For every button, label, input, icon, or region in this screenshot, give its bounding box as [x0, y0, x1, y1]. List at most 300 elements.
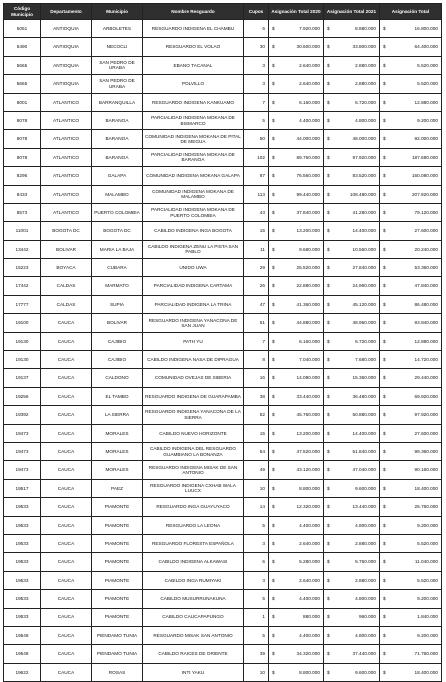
cell-asignacion-2021: 97.920.000	[336, 148, 380, 166]
cell-resguardo: RESGUARDO INDIGENA EL CHAMBU	[143, 20, 244, 38]
header-asignacion-total: Asignación Total	[380, 4, 442, 20]
cell-asignacion-total: 5.520.000	[392, 571, 442, 589]
cell-asignacion-2021: 48.000.000	[336, 130, 380, 148]
cell-asignacion-2020: 12.320.000	[281, 498, 324, 516]
cell-municipio: MALAMBO	[92, 185, 143, 203]
table-row	[4, 203, 442, 221]
cell-municipio: PUERTO COLOMBIA	[92, 203, 143, 221]
cell-cupos: 15	[244, 424, 269, 442]
cell-asignacion-total: 27.600.000	[392, 424, 442, 442]
cell-asignacion-total: 69.920.000	[392, 387, 442, 405]
cell-departamento: CAUCA	[41, 369, 92, 387]
cell-asignacion-2021: 7.680.000	[336, 351, 380, 369]
cell-cupos: 14	[244, 498, 269, 516]
cell-municipio: PIAMONTE	[92, 516, 143, 534]
cell-municipio: MORALES	[92, 461, 143, 479]
cell-asignacion-total: 86.480.000	[392, 295, 442, 313]
cell-codigo: 5665	[4, 75, 41, 93]
cell-cupos: 102	[244, 148, 269, 166]
cell-codigo: 19533	[4, 498, 41, 516]
cell-codigo: 19533	[4, 516, 41, 534]
cell-asignacion-total: 27.600.000	[392, 222, 442, 240]
cell-departamento: ANTIOQUIA	[41, 20, 92, 38]
cell-asignacion-2021: 960.000	[336, 608, 380, 626]
cell-asignacion-2020: 13.200.000	[281, 424, 324, 442]
cell-cupos: 10	[244, 479, 269, 497]
cell-municipio: CAJIBIO	[92, 351, 143, 369]
cell-asignacion-total: 9.200.000	[392, 111, 442, 129]
cell-currency-total: $	[380, 663, 392, 681]
cell-asignacion-total: 53.360.000	[392, 259, 442, 277]
cell-cupos: 15	[244, 222, 269, 240]
cell-resguardo: RESGUARDO MISAK SAN ANTONIO	[143, 626, 244, 644]
cell-asignacion-2021: 6.720.000	[336, 332, 380, 350]
cell-currency-2021: $	[324, 38, 336, 56]
cell-cupos: 47	[244, 295, 269, 313]
cell-currency-total: $	[380, 111, 392, 129]
cell-currency-2020: $	[269, 75, 281, 93]
cell-asignacion-total: 14.720.000	[392, 351, 442, 369]
cell-cupos: 8	[244, 351, 269, 369]
cell-currency-2020: $	[269, 626, 281, 644]
cell-municipio: NECOCLI	[92, 38, 143, 56]
cell-currency-2020: $	[269, 553, 281, 571]
cell-currency-total: $	[380, 645, 392, 663]
cell-currency-total: $	[380, 332, 392, 350]
cell-cupos: 39	[244, 645, 269, 663]
cell-asignacion-2020: 6.160.000	[281, 332, 324, 350]
cell-currency-2021: $	[324, 259, 336, 277]
cell-currency-2020: $	[269, 240, 281, 258]
cell-departamento: CAUCA	[41, 626, 92, 644]
cell-cupos: 52	[244, 406, 269, 424]
table-row	[4, 167, 442, 185]
cell-currency-total: $	[380, 222, 392, 240]
cell-codigo: 19533	[4, 534, 41, 552]
cell-municipio: BARANOA	[92, 130, 143, 148]
cell-asignacion-total: 90.160.000	[392, 461, 442, 479]
cell-cupos: 3	[244, 75, 269, 93]
cell-municipio: SAN PEDRO DE URABA	[92, 56, 143, 74]
cell-asignacion-total: 16.800.000	[392, 20, 442, 38]
table-row	[4, 663, 442, 681]
cell-asignacion-2021: 10.560.000	[336, 240, 380, 258]
cell-cupos: 30	[244, 38, 269, 56]
cell-asignacion-2021: 14.400.000	[336, 222, 380, 240]
cell-departamento: CAUCA	[41, 351, 92, 369]
header-cupos: Cupos	[244, 4, 269, 20]
cell-asignacion-2021: 108.480.000	[336, 185, 380, 203]
cell-asignacion-2020: 7.040.000	[281, 351, 324, 369]
cell-asignacion-2020: 2.640.000	[281, 534, 324, 552]
cell-currency-2020: $	[269, 442, 281, 460]
cell-asignacion-2020: 33.440.000	[281, 387, 324, 405]
cell-resguardo: PARCIALIDAD INDIGENA MOKANA DE BISMARCO	[143, 111, 244, 129]
cell-codigo: 19473	[4, 442, 41, 460]
cell-currency-2020: $	[269, 534, 281, 552]
cell-asignacion-total: 64.400.000	[392, 38, 442, 56]
cell-currency-2020: $	[269, 461, 281, 479]
table-row	[4, 442, 442, 460]
cell-currency-2021: $	[324, 93, 336, 111]
cell-asignacion-total: 9.200.000	[392, 626, 442, 644]
table-row	[4, 516, 442, 534]
cell-asignacion-total: 12.880.000	[392, 332, 442, 350]
cell-currency-2020: $	[269, 130, 281, 148]
cell-cupos: 7	[244, 93, 269, 111]
cell-asignacion-2020: 9.680.000	[281, 240, 324, 258]
cell-departamento: ANTIOQUIA	[41, 75, 92, 93]
cell-asignacion-2021: 37.440.000	[336, 645, 380, 663]
cell-currency-2020: $	[269, 20, 281, 38]
cell-resguardo: RESGUARDO EL VOLAO	[143, 38, 244, 56]
cell-departamento: ATLANTICO	[41, 203, 92, 221]
cell-asignacion-2020: 47.520.000	[281, 442, 324, 460]
table-row	[4, 148, 442, 166]
cell-municipio: GALAPA	[92, 167, 143, 185]
cell-departamento: BOGOTA DC	[41, 222, 92, 240]
cell-departamento: CAUCA	[41, 645, 92, 663]
cell-asignacion-total: 47.840.000	[392, 277, 442, 295]
cell-asignacion-total: 9.200.000	[392, 516, 442, 534]
cell-asignacion-2021: 83.520.000	[336, 167, 380, 185]
cell-asignacion-2021: 47.040.000	[336, 461, 380, 479]
cell-departamento: CAUCA	[41, 442, 92, 460]
cell-asignacion-2021: 24.960.000	[336, 277, 380, 295]
cell-currency-total: $	[380, 571, 392, 589]
cell-municipio: MARMATO	[92, 277, 143, 295]
allocation-table-sheet	[3, 3, 441, 682]
cell-cupos: 3	[244, 571, 269, 589]
cell-codigo: 19100	[4, 314, 41, 332]
cell-resguardo: RESGUARDO INDIGENA CXHAB WALA LUUCX	[143, 479, 244, 497]
cell-resguardo: RESGUARDO INDIGENA KANKUAMO	[143, 93, 244, 111]
cell-currency-2020: $	[269, 406, 281, 424]
table-row	[4, 406, 442, 424]
cell-resguardo: CABILDO RAICES DE ORIENTE	[143, 645, 244, 663]
cell-currency-2020: $	[269, 148, 281, 166]
cell-asignacion-2021: 15.360.000	[336, 369, 380, 387]
cell-currency-2020: $	[269, 590, 281, 608]
cell-currency-2021: $	[324, 203, 336, 221]
cell-departamento: CAUCA	[41, 498, 92, 516]
cell-asignacion-total: 5.520.000	[392, 56, 442, 74]
cell-currency-2021: $	[324, 20, 336, 38]
cell-currency-2020: $	[269, 663, 281, 681]
cell-municipio: MARIA LA BAJA	[92, 240, 143, 258]
allocation-table	[3, 3, 442, 682]
cell-resguardo: PARCIALIDAD INDIGENA MOKANA DE BARANOA	[143, 148, 244, 166]
cell-departamento: CAUCA	[41, 461, 92, 479]
cell-cupos: 38	[244, 387, 269, 405]
cell-asignacion-total: 97.920.000	[392, 406, 442, 424]
cell-departamento: ATLANTICO	[41, 93, 92, 111]
cell-currency-total: $	[380, 424, 392, 442]
header-codigo-municipio: Código Municipio	[4, 4, 41, 20]
cell-departamento: BOYACA	[41, 259, 92, 277]
cell-currency-2020: $	[269, 93, 281, 111]
table-body	[4, 20, 442, 682]
cell-resguardo: COMUNIDAD INDIGENA MOKANA DE MALAMBO	[143, 185, 244, 203]
cell-asignacion-2020: 76.560.000	[281, 167, 324, 185]
table-row	[4, 534, 442, 552]
cell-asignacion-total: 18.400.000	[392, 479, 442, 497]
cell-currency-2021: $	[324, 332, 336, 350]
cell-codigo: 19533	[4, 553, 41, 571]
cell-cupos: 7	[244, 332, 269, 350]
cell-departamento: ANTIOQUIA	[41, 56, 92, 74]
table-row	[4, 553, 442, 571]
cell-departamento: CAUCA	[41, 534, 92, 552]
cell-municipio: CUBARA	[92, 259, 143, 277]
cell-asignacion-2020: 14.080.000	[281, 369, 324, 387]
table-row	[4, 20, 442, 38]
cell-asignacion-2020: 4.400.000	[281, 590, 324, 608]
cell-currency-2021: $	[324, 626, 336, 644]
cell-currency-2020: $	[269, 38, 281, 56]
cell-asignacion-2021: 9.600.000	[336, 663, 380, 681]
cell-municipio: LA SIERRA	[92, 406, 143, 424]
cell-asignacion-2021: 2.880.000	[336, 56, 380, 74]
cell-currency-2021: $	[324, 498, 336, 516]
cell-currency-total: $	[380, 314, 392, 332]
cell-departamento: CAUCA	[41, 479, 92, 497]
cell-municipio: PIAMONTE	[92, 553, 143, 571]
cell-municipio: CALDONO	[92, 369, 143, 387]
table-row	[4, 111, 442, 129]
cell-cupos: 49	[244, 461, 269, 479]
cell-municipio: PIAMONTE	[92, 498, 143, 516]
cell-asignacion-2020: 44.000.000	[281, 130, 324, 148]
cell-currency-2021: $	[324, 56, 336, 74]
cell-codigo: 19473	[4, 424, 41, 442]
cell-currency-2021: $	[324, 608, 336, 626]
cell-asignacion-total: 92.000.000	[392, 130, 442, 148]
cell-municipio: BARANOA	[92, 148, 143, 166]
cell-resguardo: RESGUARDO INGA GUAYUYACO	[143, 498, 244, 516]
cell-codigo: 19256	[4, 387, 41, 405]
cell-departamento: CAUCA	[41, 424, 92, 442]
cell-currency-total: $	[380, 387, 392, 405]
cell-currency-2021: $	[324, 130, 336, 148]
cell-departamento: BOLIVAR	[41, 240, 92, 258]
cell-currency-total: $	[380, 442, 392, 460]
cell-asignacion-2020: 43.120.000	[281, 461, 324, 479]
cell-currency-total: $	[380, 295, 392, 313]
cell-codigo: 8078	[4, 130, 41, 148]
cell-departamento: CALDAS	[41, 295, 92, 313]
cell-asignacion-total: 71.760.000	[392, 645, 442, 663]
cell-currency-total: $	[380, 38, 392, 56]
cell-codigo: 19130	[4, 332, 41, 350]
cell-cupos: 113	[244, 185, 269, 203]
header-municipio: Municipio	[92, 4, 143, 20]
table-row	[4, 387, 442, 405]
cell-asignacion-2020: 89.760.000	[281, 148, 324, 166]
cell-currency-total: $	[380, 534, 392, 552]
cell-currency-total: $	[380, 240, 392, 258]
cell-asignacion-total: 18.400.000	[392, 663, 442, 681]
cell-resguardo: CABILDO INDIGENA NASA DE DIPRAGUA	[143, 351, 244, 369]
cell-asignacion-2020: 2.640.000	[281, 571, 324, 589]
cell-codigo: 19392	[4, 406, 41, 424]
cell-codigo: 19533	[4, 571, 41, 589]
cell-asignacion-2021: 45.120.000	[336, 295, 380, 313]
cell-municipio: PIAMONTE	[92, 608, 143, 626]
cell-resguardo: UNIDO UWA	[143, 259, 244, 277]
cell-resguardo: RESGUARDO INDIGENA DE GUARAPAMBA	[143, 387, 244, 405]
cell-cupos: 51	[244, 314, 269, 332]
cell-asignacion-2020: 34.320.000	[281, 645, 324, 663]
cell-asignacion-2021: 6.720.000	[336, 93, 380, 111]
cell-currency-total: $	[380, 148, 392, 166]
cell-resguardo: CABILDO INGA RUMIYAKI	[143, 571, 244, 589]
cell-departamento: CAUCA	[41, 516, 92, 534]
cell-asignacion-total: 1.840.000	[392, 608, 442, 626]
cell-currency-2021: $	[324, 387, 336, 405]
cell-asignacion-2021: 36.480.000	[336, 387, 380, 405]
cell-resguardo: RESGUARDO FLORESTA ESPAÑOLA	[143, 534, 244, 552]
cell-departamento: CAUCA	[41, 571, 92, 589]
cell-departamento: ATLANTICO	[41, 167, 92, 185]
cell-resguardo: COMUNIDAD INDIGENA MOKANA GALAPA	[143, 167, 244, 185]
cell-cupos: 16	[244, 369, 269, 387]
cell-resguardo: RESGUARDO INDIGENA MISAK DE SAN ANTONIO	[143, 461, 244, 479]
cell-currency-total: $	[380, 56, 392, 74]
cell-codigo: 19548	[4, 645, 41, 663]
table-row	[4, 351, 442, 369]
table-row	[4, 314, 442, 332]
cell-codigo: 19473	[4, 461, 41, 479]
cell-cupos: 6	[244, 553, 269, 571]
cell-codigo: 19130	[4, 351, 41, 369]
cell-resguardo: CABILDO INDIGENA INGA BOGOTA	[143, 222, 244, 240]
cell-departamento: ATLANTICO	[41, 130, 92, 148]
cell-currency-total: $	[380, 130, 392, 148]
cell-resguardo: PATH YU	[143, 332, 244, 350]
cell-asignacion-total: 79.120.000	[392, 203, 442, 221]
cell-asignacion-2021: 5.760.000	[336, 553, 380, 571]
cell-codigo: 19548	[4, 626, 41, 644]
cell-asignacion-2020: 45.760.000	[281, 406, 324, 424]
cell-departamento: CAUCA	[41, 590, 92, 608]
cell-resguardo: CABILDO CAUCAPAPUNGO	[143, 608, 244, 626]
cell-currency-total: $	[380, 351, 392, 369]
cell-cupos: 50	[244, 130, 269, 148]
cell-cupos: 6	[244, 20, 269, 38]
cell-currency-2021: $	[324, 461, 336, 479]
cell-asignacion-2020: 99.440.000	[281, 185, 324, 203]
cell-currency-2020: $	[269, 295, 281, 313]
cell-municipio: PIENDAMO TUNIA	[92, 626, 143, 644]
cell-resguardo: POLVILLO	[143, 75, 244, 93]
cell-currency-2020: $	[269, 314, 281, 332]
cell-codigo: 19533	[4, 608, 41, 626]
cell-currency-2021: $	[324, 516, 336, 534]
cell-currency-2020: $	[269, 424, 281, 442]
cell-asignacion-2021: 4.800.000	[336, 626, 380, 644]
cell-cupos: 5	[244, 590, 269, 608]
cell-asignacion-2020: 4.400.000	[281, 111, 324, 129]
cell-asignacion-2021: 9.600.000	[336, 479, 380, 497]
cell-cupos: 11	[244, 240, 269, 258]
table-row	[4, 590, 442, 608]
cell-asignacion-total: 187.680.000	[392, 148, 442, 166]
cell-currency-2020: $	[269, 185, 281, 203]
cell-cupos: 3	[244, 56, 269, 74]
cell-asignacion-2020: 6.160.000	[281, 93, 324, 111]
table-row	[4, 498, 442, 516]
cell-resguardo: PARCIALIDAD INDIGENA MOKANA DE PUERTO COLOMBIA	[143, 203, 244, 221]
cell-currency-total: $	[380, 369, 392, 387]
table-row	[4, 645, 442, 663]
cell-cupos: 29	[244, 259, 269, 277]
cell-asignacion-2020: 8.800.000	[281, 663, 324, 681]
cell-resguardo: CABILDO MUSURRUNAKUNA	[143, 590, 244, 608]
cell-cupos: 1	[244, 608, 269, 626]
table-row	[4, 38, 442, 56]
table-row	[4, 56, 442, 74]
cell-codigo: 8433	[4, 185, 41, 203]
cell-currency-2021: $	[324, 590, 336, 608]
cell-municipio: BARANOA	[92, 111, 143, 129]
table-row	[4, 571, 442, 589]
cell-asignacion-2020: 7.920.000	[281, 20, 324, 38]
cell-resguardo: EBANO TACANAL	[143, 56, 244, 74]
cell-currency-total: $	[380, 259, 392, 277]
cell-asignacion-2020: 25.520.000	[281, 259, 324, 277]
cell-asignacion-total: 12.880.000	[392, 93, 442, 111]
cell-currency-2021: $	[324, 369, 336, 387]
cell-cupos: 54	[244, 442, 269, 460]
cell-currency-2021: $	[324, 185, 336, 203]
cell-asignacion-2020: 5.280.000	[281, 553, 324, 571]
cell-currency-2021: $	[324, 479, 336, 497]
cell-resguardo: PARCIALIDAD INDIGENA CARTAMA	[143, 277, 244, 295]
cell-asignacion-2020: 8.800.000	[281, 479, 324, 497]
cell-departamento: CAUCA	[41, 332, 92, 350]
cell-codigo: 19137	[4, 369, 41, 387]
cell-currency-2021: $	[324, 534, 336, 552]
cell-resguardo: CABILDO INDIGENA DEL RESGUARDO GUAMBIANO LA BONANZA	[143, 442, 244, 460]
cell-currency-2021: $	[324, 351, 336, 369]
cell-currency-total: $	[380, 461, 392, 479]
table-row	[4, 93, 442, 111]
cell-currency-2021: $	[324, 167, 336, 185]
cell-cupos: 87	[244, 167, 269, 185]
cell-cupos: 5	[244, 516, 269, 534]
cell-departamento: ATLANTICO	[41, 111, 92, 129]
cell-asignacion-total: 5.520.000	[392, 75, 442, 93]
cell-codigo: 17442	[4, 277, 41, 295]
header-asignacion-2021: Asignación Total 2021	[324, 4, 380, 20]
cell-currency-2020: $	[269, 479, 281, 497]
cell-resguardo: INTI YAKU	[143, 663, 244, 681]
header-nombre-resguardo: Nombre Resguardo	[143, 4, 244, 20]
cell-cupos: 43	[244, 203, 269, 221]
cell-currency-total: $	[380, 553, 392, 571]
cell-currency-2021: $	[324, 406, 336, 424]
cell-asignacion-total: 99.360.000	[392, 442, 442, 460]
cell-asignacion-2021: 27.840.000	[336, 259, 380, 277]
table-row	[4, 185, 442, 203]
cell-asignacion-total: 25.760.000	[392, 498, 442, 516]
cell-codigo: 5665	[4, 56, 41, 74]
cell-departamento: ANTIOQUIA	[41, 38, 92, 56]
header-asignacion-2020: Asignación Total 2020	[269, 4, 324, 20]
cell-municipio: PIAMONTE	[92, 534, 143, 552]
cell-asignacion-2020: 2.640.000	[281, 75, 324, 93]
